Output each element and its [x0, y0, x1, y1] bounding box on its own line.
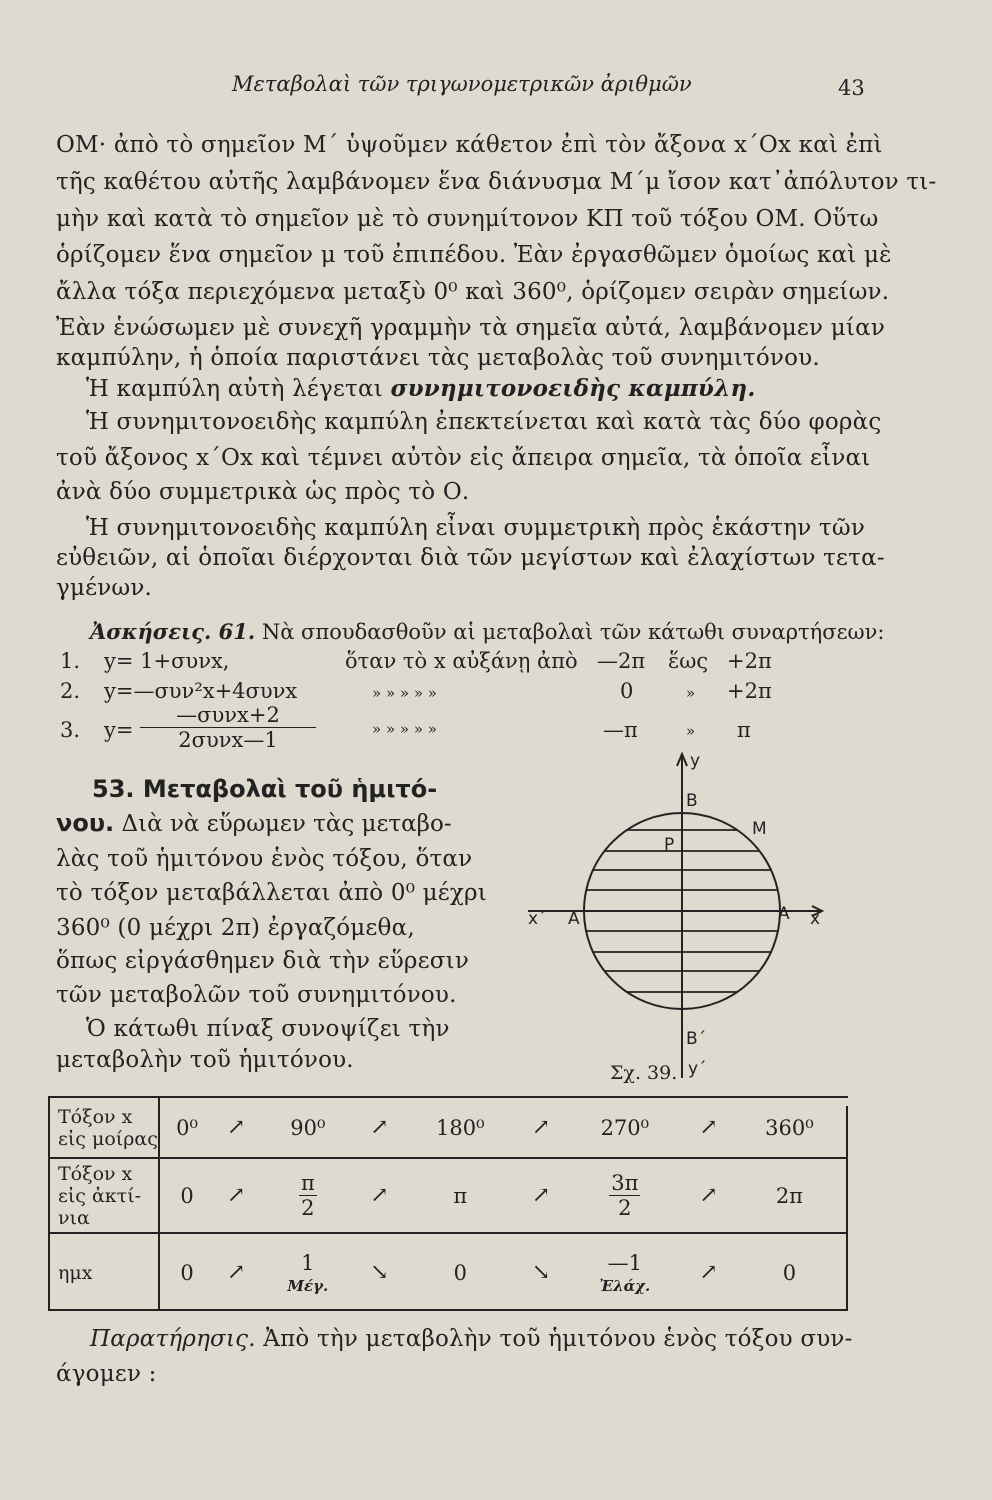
increasing-arrow-icon: ↗	[519, 1158, 564, 1233]
label-B: B	[686, 791, 698, 811]
definition-text: Ἡ καμπύλη αὐτὴ λέγεται	[86, 376, 383, 402]
text-line: Ἡ συνημιτονοειδὴς καμπύλη εἶναι συμμετρικὴ πρὸς ἑκάστην τῶν	[86, 515, 865, 541]
exercise-function-lhs: y=	[104, 718, 134, 742]
section-line: 360⁰ (0 μέχρι 2π) ἐργαζόμεθα,	[56, 915, 415, 941]
label-A-right: A	[778, 904, 790, 924]
remark-line: άγομεν :	[56, 1361, 157, 1387]
fraction-pi-half	[299, 1171, 317, 1220]
text-line: τοῦ ἄξονος x΄Οx καὶ τέμνει αὐτὸν εἰς ἄπειρα σημεῖα, τὰ ὁποῖα εἶναι	[56, 445, 871, 471]
fraction-three-pi-half	[609, 1171, 640, 1220]
section-line: λὰς τοῦ ἡμιτόνου ἑνὸς τόξου, ὅταν	[56, 846, 473, 872]
table-cell: 360⁰	[731, 1098, 848, 1158]
max-label: Μέγ.	[287, 1276, 329, 1295]
row-header-line: Τόξον x	[58, 1162, 133, 1185]
exercises-intro: Νὰ σπουδασθοῦν αἱ μεταβολαὶ τῶν κάτωθι συναρτήσεων:	[261, 620, 885, 644]
section-title: 53. Μεταβολαὶ τοῦ ἡμιτό-	[92, 775, 438, 803]
text-line: τῆς καθέτου αὐτῆς λαμβάνομεν ἕνα διάνυσμα Μ΄μ ἴσον κατ᾽ἀπόλυτον τι-	[56, 169, 937, 195]
text-line: γμένων.	[56, 575, 153, 601]
remark-text: Ἀπὸ τὴν μεταβολὴν τοῦ ἡμιτόνου ἑνὸς τόξου συν-	[263, 1326, 853, 1352]
running-title: Μεταβολαὶ τῶν τριγωνομετρικῶν ἀριθμῶν	[232, 72, 692, 96]
row-header-line: Τόξον x	[58, 1105, 133, 1128]
fraction-numerator: 3π	[611, 1171, 639, 1195]
exercise-function-fraction	[140, 703, 316, 752]
unit-circle-figure	[520, 748, 830, 1088]
label-B-prime: B΄	[686, 1029, 707, 1049]
table-cell: 0	[180, 1260, 194, 1285]
exercise-to: π	[737, 718, 751, 742]
increasing-arrow-icon: ↗	[214, 1158, 259, 1233]
table-cell	[259, 1158, 358, 1233]
fraction-denominator: 2	[618, 1196, 632, 1220]
table-row	[50, 1098, 848, 1158]
table-cell	[259, 1233, 358, 1311]
label-M: M	[752, 819, 767, 839]
decreasing-arrow-icon: ↘	[370, 1260, 389, 1285]
exercise-to-word: »	[686, 722, 696, 740]
increasing-arrow-icon: ↗	[227, 1260, 246, 1285]
text-line: ἀνὰ δύο συμμετρικὰ ὡς πρὸς τὸ Ο.	[56, 479, 470, 505]
min-label: Ἐλάχ.	[599, 1276, 651, 1295]
table-cell: 0⁰	[159, 1098, 214, 1158]
label-P: P	[664, 835, 675, 855]
section-first-line	[56, 809, 452, 837]
section-line: μεταβολὴν τοῦ ἡμιτόνου.	[56, 1047, 354, 1073]
exercise-to: +2π	[727, 679, 772, 703]
remark-line	[90, 1326, 853, 1352]
label-y-prime: y΄	[688, 1059, 707, 1079]
table-cell: 180⁰	[402, 1098, 519, 1158]
increasing-arrow-icon: ↗	[686, 1158, 731, 1233]
table-cell	[563, 1158, 686, 1233]
figure-caption: Σχ. 39.	[610, 1062, 678, 1084]
text-line	[86, 375, 756, 402]
increasing-arrow-icon: ↗	[686, 1098, 731, 1158]
fraction-denominator: 2συνx—1	[178, 728, 278, 752]
section-title-end: νου.	[56, 809, 115, 837]
increasing-arrow-icon: ↗	[699, 1260, 718, 1285]
row-header	[50, 1098, 159, 1158]
exercise-number: 2.	[60, 679, 81, 703]
text-line: μὴν καὶ κατὰ τὸ σημεῖον μὲ τὸ συνημίτονον ΚΠ τοῦ τόξου ΟΜ. Οὕτω	[56, 206, 879, 232]
table-cell	[563, 1233, 686, 1311]
fraction-denominator: 2	[301, 1196, 315, 1220]
table-cell: 90⁰	[259, 1098, 358, 1158]
decreasing-arrow-icon: ↘	[531, 1260, 551, 1285]
table-row	[50, 1158, 848, 1233]
text-line: καμπύλην, ἡ ὁποία παριστάνει τὰς μεταβολὰς τοῦ συνημιτόνου.	[56, 345, 820, 371]
sine-min-value: —1	[607, 1250, 642, 1275]
section-line: Διὰ νὰ εὕρωμεν τὰς μεταβο-	[121, 811, 452, 837]
row-header	[50, 1158, 159, 1233]
fraction-numerator: —συνx+2	[140, 703, 316, 728]
exercise-function: y= 1+συνx,	[104, 649, 230, 673]
row-header-line: εἰς μοίρας	[58, 1127, 158, 1150]
table-cell: 0	[782, 1260, 797, 1285]
page-number: 43	[838, 76, 865, 100]
exercises-heading	[90, 619, 884, 644]
row-header: ημx	[50, 1233, 159, 1311]
section-line: Ὁ κάτωθι πίναξ συνοψίζει τὴν	[86, 1016, 450, 1042]
table-cell: π	[402, 1158, 519, 1233]
row-header-line: εἰς ἀκτί-	[58, 1184, 142, 1207]
text-line: εὐθειῶν, αἱ ὁποῖαι διέρχονται διὰ τῶν μεγίστων καὶ ἐλαχίστων τετα-	[56, 545, 885, 571]
sine-max-value: 1	[301, 1250, 315, 1275]
label-A-left: A	[568, 909, 580, 929]
increasing-arrow-icon: ↗	[357, 1158, 402, 1233]
exercises-label: Ἀσκήσεις. 61.	[90, 619, 256, 644]
table-cell: 0	[453, 1260, 467, 1285]
label-x: x	[810, 909, 821, 929]
exercise-number: 3.	[60, 718, 81, 742]
label-y: y	[690, 751, 701, 771]
row-header-line: νια	[58, 1206, 90, 1229]
text-line: ΟΜ· ἀπὸ τὸ σημεῖον Μ΄ ὑψοῦμεν κάθετον ἐπὶ τὸν ἄξονα x΄Οx καὶ ἐπὶ	[56, 132, 883, 158]
table-cell: 2π	[731, 1158, 848, 1233]
section-line: ὅπως εἰργάσθημεν διὰ τὴν εὕρεσιν	[56, 948, 470, 974]
increasing-arrow-icon: ↗	[214, 1098, 259, 1158]
table-cell: 270⁰	[563, 1098, 686, 1158]
table-row	[50, 1233, 848, 1311]
label-x-prime: x΄	[528, 909, 547, 929]
ditto-marks: » » » » »	[372, 684, 437, 702]
exercise-from: —2π	[597, 649, 646, 673]
exercise-condition: ὅταν τὸ x αὐξάνῃ ἀπὸ	[345, 649, 578, 673]
exercise-to-word: ἕως	[668, 649, 709, 673]
table-cell: 0	[159, 1158, 214, 1233]
ditto-marks: » » » » »	[372, 720, 437, 738]
increasing-arrow-icon: ↗	[357, 1098, 402, 1158]
text-line: ἄλλα τόξα περιεχόμενα μεταξὺ 0⁰ καὶ 360⁰, ὁρίζομεν σειρὰν σημείων.	[56, 279, 890, 305]
exercise-number: 1.	[60, 649, 81, 673]
exercise-to: +2π	[727, 649, 772, 673]
section-line: τὸ τόξον μεταβάλλεται ἀπὸ 0⁰ μέχρι	[56, 880, 487, 906]
section-line: τῶν μεταβολῶν τοῦ συνημιτόνου.	[56, 982, 457, 1008]
text-line: ὁρίζομεν ἕνα σημεῖον μ τοῦ ἐπιπέδου. Ἐὰν ἐργασθῶμεν ὁμοίως καὶ μὲ	[56, 242, 892, 268]
exercise-function: y=—συν²x+4συνx	[104, 679, 298, 703]
exercise-from: 0	[620, 679, 634, 703]
text-line: Ἐὰν ἑνώσωμεν μὲ συνεχῆ γραμμὴν τὰ σημεῖα αὐτά, λαμβάνομεν μίαν	[56, 315, 886, 341]
defined-term: συνημιτονοειδὴς καμπύλη.	[390, 375, 756, 402]
increasing-arrow-icon: ↗	[519, 1098, 564, 1158]
fraction-numerator: π	[300, 1171, 315, 1195]
exercise-from: —π	[603, 718, 638, 742]
sine-variation-table	[50, 1098, 848, 1311]
text-line: Ἡ συνημιτονοειδὴς καμπύλη ἐπεκτείνεται καὶ κατὰ τὰς δύο φορὰς	[86, 409, 882, 435]
exercise-to-word: »	[686, 684, 696, 702]
remark-label: Παρατήρησις.	[90, 1326, 256, 1352]
